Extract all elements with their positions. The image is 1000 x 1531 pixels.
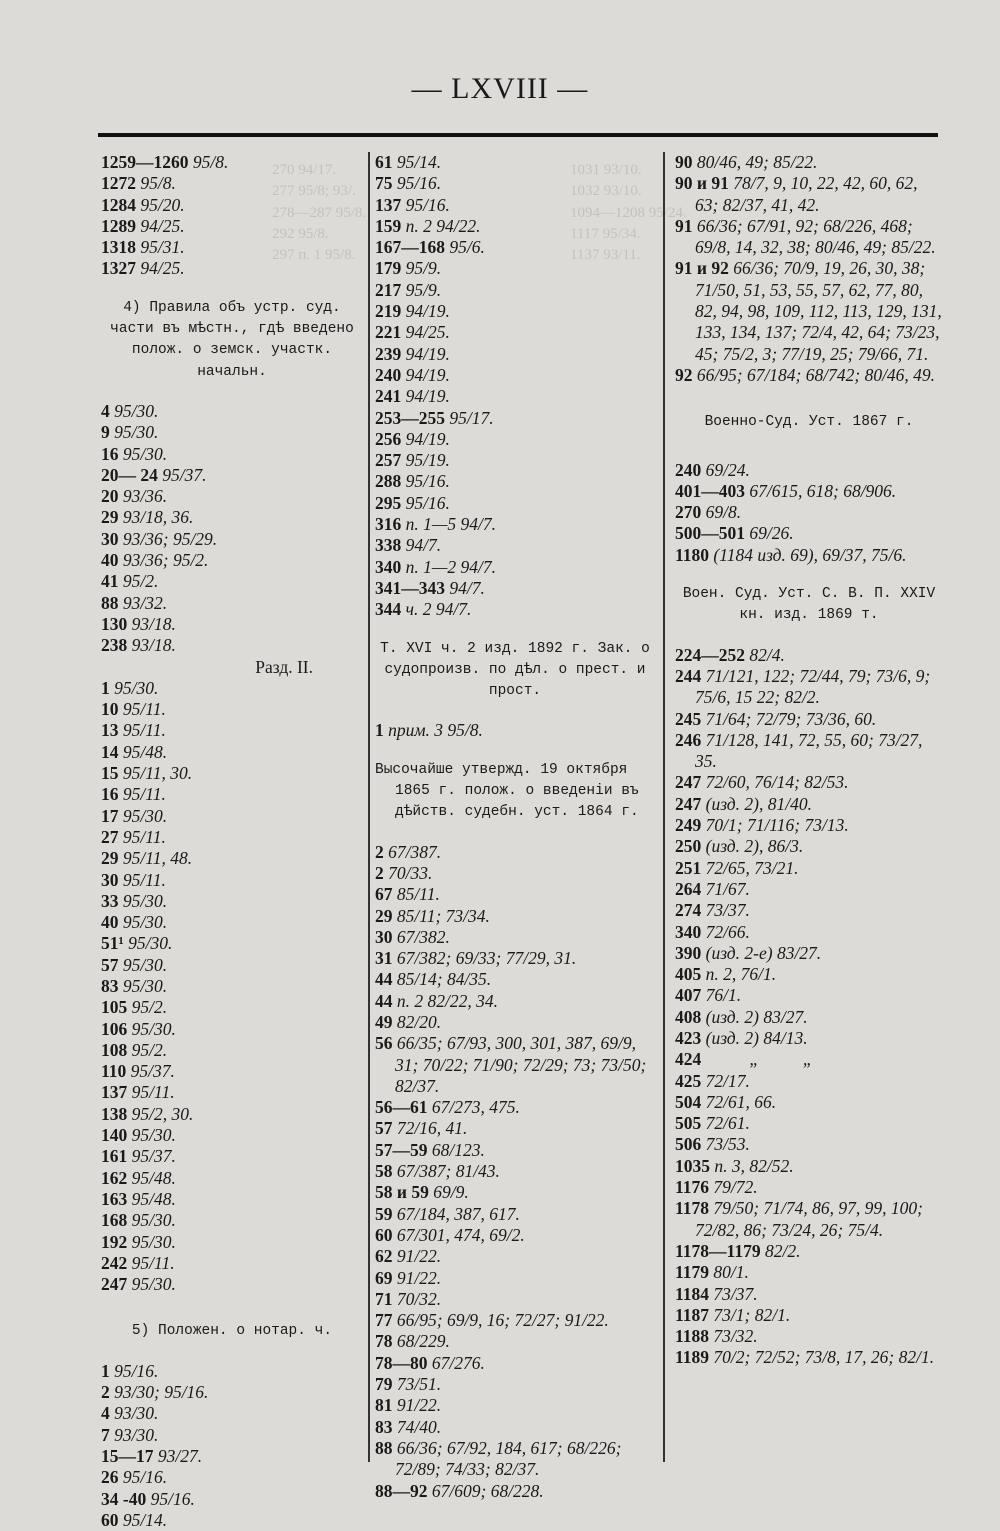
list-item: 288 95/16.	[375, 471, 450, 492]
list-item: 1289 94/25.	[101, 215, 185, 236]
list-item: 90 80/46, 49; 85/22.	[675, 152, 818, 172]
list-item: 505 72/61.	[675, 1113, 750, 1134]
list-item: 250 (изд. 2), 86/3.	[675, 836, 804, 857]
list-item: 92 66/95; 67/184; 68/742; 80/46, 49.	[675, 364, 936, 385]
section-heading: Военно-Суд. Уст. 1867 г.	[704, 414, 914, 431]
list-item: 27 95/11.	[101, 826, 166, 847]
list-item: 249 70/1; 71/116; 73/13.	[675, 815, 849, 836]
list-item: 247 95/30.	[101, 1274, 176, 1295]
list-item: 1 95/16.	[101, 1360, 159, 1381]
list-item: 1188 73/32.	[675, 1326, 758, 1347]
list-item: 79 73/51.	[375, 1374, 442, 1395]
list-item: 20 93/36.	[101, 486, 168, 507]
list-item: 83 74/40.	[375, 1416, 442, 1437]
list-item: 221 94/25.	[375, 322, 450, 343]
list-item: 90 и 91 78/7, 9, 10, 22, 42, 60, 62, 63; 82/37, 41, 42.	[675, 173, 918, 215]
list-item: 244 71/121, 122; 72/44, 79; 73/6, 9; 75/6, 15 22; 82/2.	[675, 665, 931, 708]
index-column-2	[375, 152, 655, 1502]
list-item: 49 82/20.	[375, 1011, 442, 1032]
list-item: 192 95/30.	[101, 1231, 176, 1252]
list-item: 2 67/387.	[375, 841, 442, 862]
list-item: 1272 95/8.	[101, 173, 176, 194]
list-item: 1178—1179 82/2.	[675, 1240, 801, 1261]
list-item: 10 95/11.	[101, 699, 166, 720]
section-heading: Высочайше утвержд. 19 октября 1865 г. полож. о введенiи въ дѣйств. судебн. уст. 1864 г.	[375, 761, 639, 821]
list-item: 168 95/30.	[101, 1210, 176, 1231]
list-item: 344 ч. 2 94/7.	[375, 599, 472, 620]
list-item: 91 и 92 66/36; 70/9, 19, 26, 30, 38; 71/50, 51, 53, 55, 57, 62, 77, 80, 82, 94, 98, 109, 112, 113, 129, 131, 133, 134, 137; 72/4, 42, 64; 73/23, 45; 75/2, 3; 77/19, 25; 79/66, 71.	[675, 258, 942, 364]
list-item: 88 93/32.	[101, 592, 168, 613]
section-heading: 5) Положен. о нотар. ч.	[131, 1323, 333, 1340]
list-item: 13 95/11.	[101, 720, 166, 741]
list-item: 78 68/229.	[375, 1331, 450, 1352]
list-item: 29 95/11, 48.	[101, 848, 193, 869]
list-item: 240 69/24.	[675, 459, 750, 480]
list-item: 179 95/9.	[375, 258, 442, 279]
list-item: 2 93/30; 95/16.	[101, 1382, 209, 1403]
list-item: 140 95/30.	[101, 1125, 176, 1146]
list-item: 1259—1260 95/8.	[101, 152, 229, 172]
header-rule	[98, 133, 938, 137]
list-item: 57 72/16, 41.	[375, 1118, 468, 1139]
list-item: 30 67/382.	[375, 926, 450, 947]
list-item: 60 67/301, 474, 69/2.	[375, 1224, 525, 1245]
list-item: 15—17 93/27.	[101, 1445, 203, 1466]
list-item: 239 94/19.	[375, 343, 450, 364]
list-item: 224—252 82/4.	[675, 644, 785, 665]
list-item: 71 70/32.	[375, 1288, 442, 1309]
list-item: 44 п. 2 82/22, 34.	[375, 990, 498, 1011]
index-column-1	[101, 152, 363, 1531]
list-item: 217 95/9.	[375, 279, 442, 300]
list-item: 159 п. 2 94/22.	[375, 215, 481, 236]
list-item: 340 п. 1—2 94/7.	[375, 556, 497, 577]
list-item: 62 91/22.	[375, 1246, 442, 1267]
list-item: 137 95/16.	[375, 194, 450, 215]
list-item: 163 95/48.	[101, 1188, 176, 1209]
list-item: 29 85/11; 73/34.	[375, 905, 490, 926]
list-item: 1 прим. 3 95/8.	[375, 720, 483, 741]
list-item: 16 95/11.	[101, 784, 166, 805]
list-item: 110 95/37.	[101, 1061, 175, 1082]
list-item: 30 95/11.	[101, 869, 166, 890]
list-item: 408 (изд. 2) 83/27.	[675, 1006, 808, 1027]
list-item: 340 72/66.	[675, 921, 750, 942]
list-item: 56—61 67/273, 475.	[375, 1097, 520, 1118]
list-item: 1327 94/25.	[101, 258, 185, 279]
list-item: 256 94/19.	[375, 428, 450, 449]
list-item: 34 -40 95/16.	[101, 1488, 195, 1509]
list-item: 425 72/17.	[675, 1070, 750, 1091]
list-item: 88 66/36; 67/92, 184, 617; 68/226; 72/89; 74/33; 82/37.	[375, 1437, 622, 1480]
list-item: 1318 95/31.	[101, 237, 185, 258]
list-item: 238 93/18.	[101, 635, 176, 656]
list-item: 67 85/11.	[375, 884, 440, 905]
list-item: 341—343 94/7.	[375, 577, 485, 598]
list-item: 401—403 67/615, 618; 68/906.	[675, 480, 897, 501]
list-item: 270 69/8.	[675, 502, 742, 523]
list-item: 240 94/19.	[375, 364, 450, 385]
index-column-3	[675, 152, 943, 1369]
list-item: 91 66/36; 67/91, 92; 68/226, 468; 69/8, 14, 32, 38; 80/46, 49; 85/22.	[675, 215, 936, 258]
list-item: 57 95/30.	[101, 954, 168, 975]
list-item: 167—168 95/6.	[375, 237, 485, 258]
section-heading: Воен. Суд. Уст. С. В. П. XXIV кн. изд. 1869 т.	[682, 586, 936, 624]
list-item: 75 95/16.	[375, 173, 442, 194]
list-item: 251 72/65, 73/21.	[675, 857, 799, 878]
list-item: 16 95/30.	[101, 443, 168, 464]
list-item: 9 95/30.	[101, 422, 159, 443]
list-item: 500—501 69/26.	[675, 523, 794, 544]
list-item: 506 73/53.	[675, 1134, 750, 1155]
list-item: 30 93/36; 95/29.	[101, 528, 218, 549]
list-item: 247 (изд. 2), 81/40.	[675, 793, 812, 814]
list-item: 56 66/35; 67/93, 300, 301, 387, 69/9, 31; 70/22; 71/90; 72/29; 73; 73/50; 82/37.	[375, 1033, 647, 1096]
list-item: 60 95/14.	[101, 1509, 168, 1530]
list-item: 58 и 59 69/9.	[375, 1182, 469, 1203]
bleed-through: 1031 93/10. 1032 93/10. 1094—1208 95/24. 1117 95/34. 1137 93/11.	[570, 162, 687, 264]
list-item: 274 73/37.	[675, 900, 750, 921]
list-item: 108 95/2.	[101, 1039, 168, 1060]
list-item: 241 94/19.	[375, 386, 450, 407]
list-item: 1180 (1184 изд. 69), 69/37, 75/6.	[675, 544, 907, 565]
list-item: 7 93/30.	[101, 1424, 159, 1445]
list-item: 247 72/60, 76/14; 82/53.	[675, 772, 849, 793]
list-item: 4 95/30.	[101, 400, 159, 421]
list-item: 88—92 67/609; 68/228.	[375, 1480, 544, 1501]
list-item: 264 71/67.	[675, 878, 750, 899]
list-item: 504 72/61, 66.	[675, 1091, 777, 1112]
list-item: 41 95/2.	[101, 571, 159, 592]
list-item: 77 66/95; 69/9, 16; 72/27; 91/22.	[375, 1310, 609, 1331]
page-title: — LXVIII —	[411, 72, 589, 105]
list-item: 424 „ „	[675, 1049, 813, 1070]
list-item: 17 95/30.	[101, 805, 168, 826]
list-item: 58 67/387; 81/43.	[375, 1161, 500, 1182]
list-item: 130 93/18.	[101, 613, 176, 634]
list-item: 106 95/30.	[101, 1018, 176, 1039]
list-item: 57—59 68/123.	[375, 1139, 485, 1160]
list-item: 1189 70/2; 72/52; 73/8, 17, 26; 82/1.	[675, 1347, 935, 1368]
list-item: 390 (изд. 2-е) 83/27.	[675, 942, 822, 963]
list-item: 81 91/22.	[375, 1395, 442, 1416]
list-item: 253—255 95/17.	[375, 407, 494, 428]
column-divider-1	[368, 152, 370, 1462]
list-item: 245 71/64; 72/79; 73/36, 60.	[675, 708, 877, 729]
list-item: 83 95/30.	[101, 975, 168, 996]
list-item: 4 93/30.	[101, 1403, 159, 1424]
list-item: 1179 80/1.	[675, 1262, 749, 1283]
list-item: 407 76/1.	[675, 985, 742, 1006]
list-item: 33 95/30.	[101, 890, 168, 911]
list-item: 40 95/30.	[101, 912, 168, 933]
bleed-through: 270 94/17. 277 95/8; 93/. 278—287 95/8. 292 95/8. 297 п. 1 95/8.	[272, 162, 367, 264]
list-item: 1187 73/1; 82/1.	[675, 1304, 791, 1325]
list-item: 15 95/11, 30.	[101, 763, 193, 784]
list-item: 137 95/11.	[101, 1082, 175, 1103]
list-item: 1178 79/50; 71/74, 86, 97, 99, 100; 72/82, 86; 73/24, 26; 75/4.	[675, 1198, 923, 1240]
column-divider-2	[663, 152, 665, 1462]
section-heading: Разд. II.	[255, 656, 313, 677]
list-item: 257 95/19.	[375, 450, 450, 471]
list-item: 31 67/382; 69/33; 77/29, 31.	[375, 948, 577, 969]
list-item: 338 94/7.	[375, 535, 442, 556]
list-item: 29 93/18, 36.	[101, 507, 194, 528]
list-item: 14 95/48.	[101, 741, 168, 762]
list-item: 1 95/30.	[101, 677, 159, 698]
list-item: 316 п. 1—5 94/7.	[375, 514, 497, 535]
section-heading: 4) Правила объ устр. суд. части въ мѣстн., гдѣ введено полож. о земск. участк. начальн.	[110, 299, 354, 380]
section-heading: Т. XVI ч. 2 изд. 1892 г. Зак. о судопроизв. по дѣл. о прест. и прост.	[380, 640, 650, 700]
list-item: 51¹ 95/30.	[101, 933, 173, 954]
list-item: 61 95/14.	[375, 152, 442, 172]
list-item: 242 95/11.	[101, 1252, 175, 1273]
list-item: 423 (изд. 2) 84/13.	[675, 1027, 808, 1048]
list-item: 1035 п. 3, 82/52.	[675, 1155, 794, 1176]
list-item: 405 п. 2, 76/1.	[675, 964, 777, 985]
list-item: 59 67/184, 387, 617.	[375, 1203, 520, 1224]
list-item: 78—80 67/276.	[375, 1352, 485, 1373]
list-item: 2 70/33.	[375, 862, 433, 883]
list-item: 1176 79/72.	[675, 1177, 758, 1198]
list-item: 1284 95/20.	[101, 194, 185, 215]
list-item: 40 93/36; 95/2.	[101, 550, 209, 571]
list-item: 26 95/16.	[101, 1467, 168, 1488]
list-item: 1184 73/37.	[675, 1283, 758, 1304]
list-item: 161 95/37.	[101, 1146, 176, 1167]
list-item: 20— 24 95/37.	[101, 464, 207, 485]
list-item: 69 91/22.	[375, 1267, 442, 1288]
list-item: 219 94/19.	[375, 301, 450, 322]
list-item: 295 95/16.	[375, 492, 450, 513]
list-item: 105 95/2.	[101, 997, 168, 1018]
list-item: 162 95/48.	[101, 1167, 176, 1188]
list-item: 44 85/14; 84/35.	[375, 969, 492, 990]
list-item: 138 95/2, 30.	[101, 1103, 194, 1124]
list-item: 246 71/128, 141, 72, 55, 60; 73/27, 35.	[675, 729, 923, 772]
